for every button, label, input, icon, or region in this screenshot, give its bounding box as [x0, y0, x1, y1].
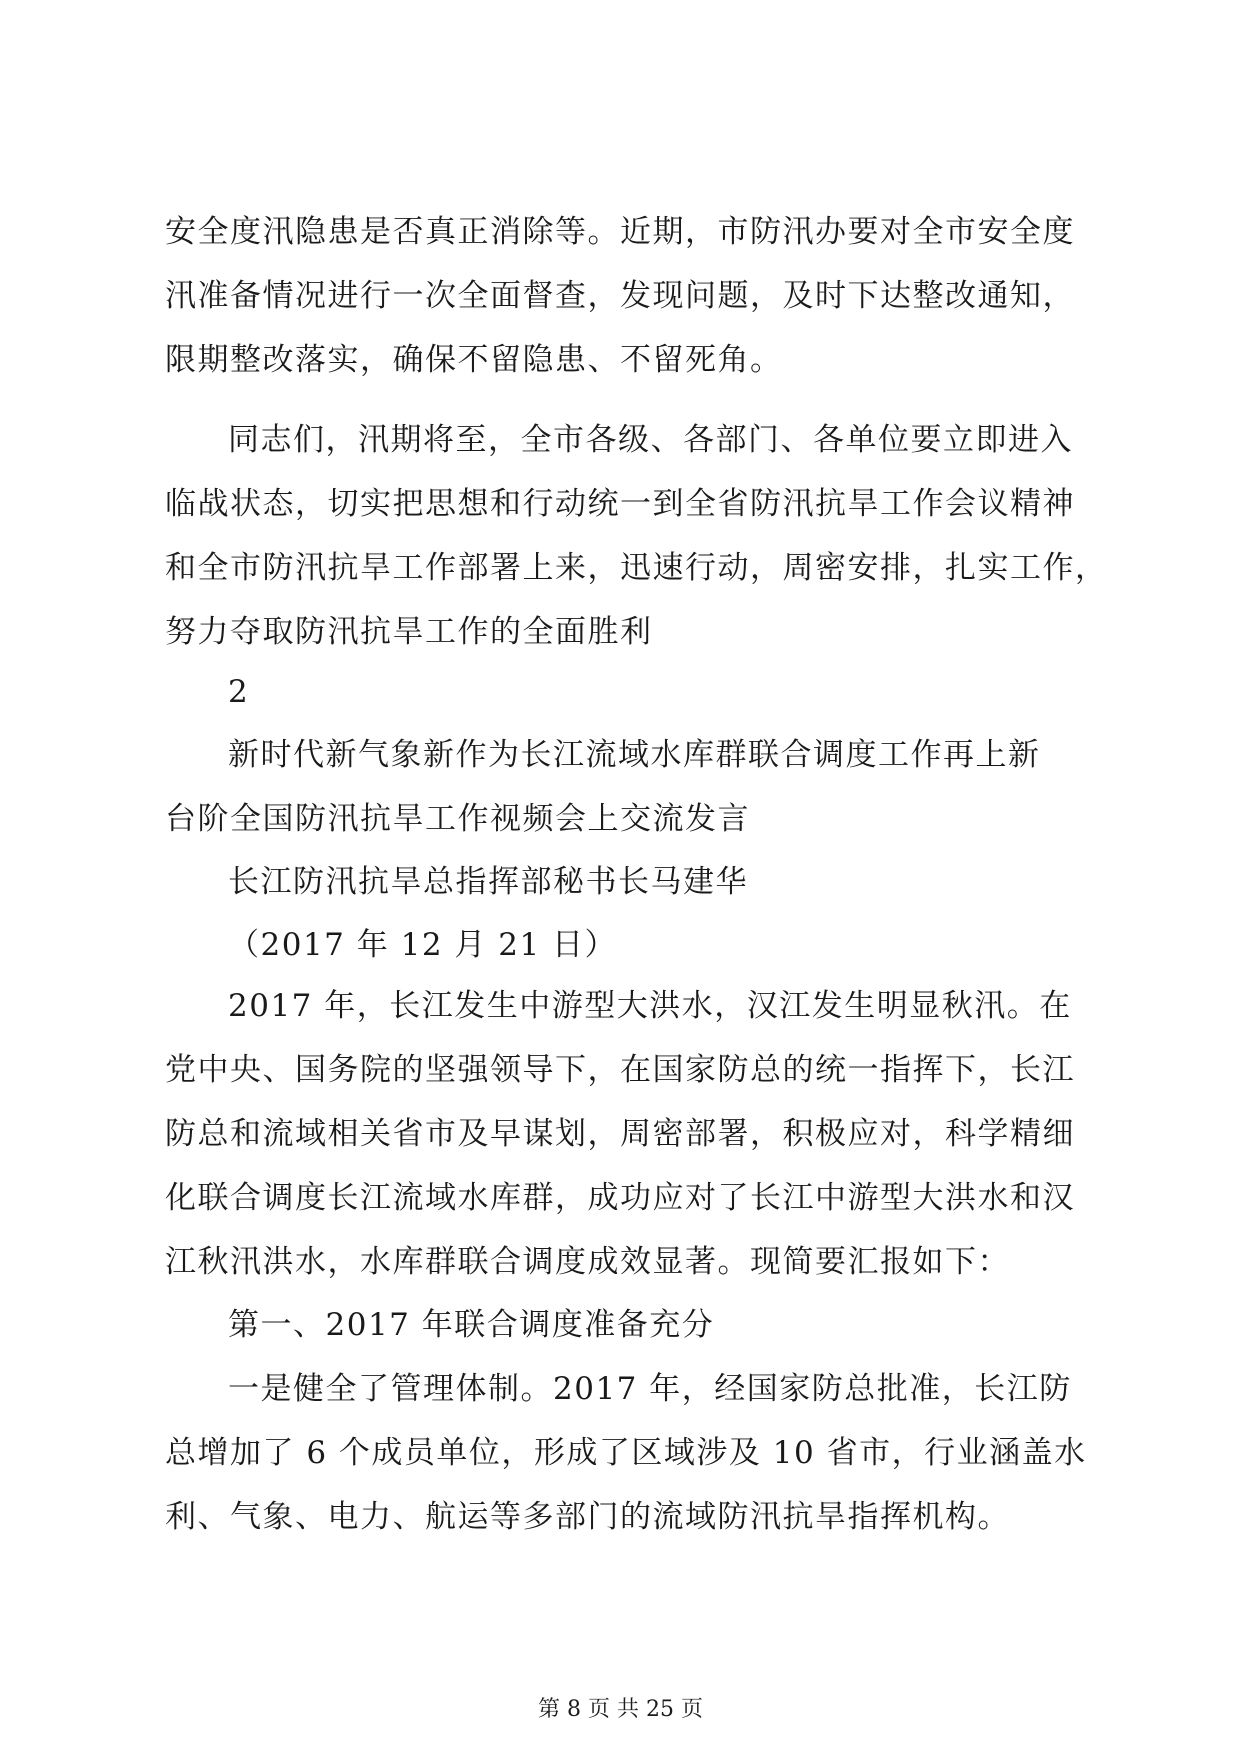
- text-line: 汛准备情况进行一次全面督查，发现问题，及时下达整改通知，: [165, 278, 1075, 314]
- text-line: 第一、2017 年联合调度准备充分: [228, 1307, 715, 1343]
- page-number-footer: 第 8 页 共 25 页: [538, 1697, 703, 1722]
- text-line: 防总和流域相关省市及早谋划，周密部署，积极应对，科学精细: [165, 1116, 1075, 1152]
- text-line: 利、气象、电力、航运等多部门的流域防汛抗旱指挥机构。: [165, 1499, 1010, 1535]
- text-line: 同志们，汛期将至，全市各级、各部门、各单位要立即进入: [228, 422, 1073, 458]
- text-line: 安全度汛隐患是否真正消除等。近期，市防汛办要对全市安全度: [165, 214, 1075, 250]
- text-line: 和全市防汛抗旱工作部署上来，迅速行动，周密安排，扎实工作，: [165, 550, 1108, 586]
- text-line: 党中央、国务院的坚强领导下，在国家防总的统一指挥下，长江: [165, 1052, 1075, 1088]
- text-line: 一是健全了管理体制。2017 年，经国家防总批准，长江防: [228, 1371, 1072, 1407]
- text-line: 限期整改落实，确保不留隐患、不留死角。: [165, 342, 783, 378]
- text-line: 2: [228, 674, 250, 710]
- text-line: 化联合调度长江流域水库群，成功应对了长江中游型大洪水和汉: [165, 1180, 1075, 1216]
- text-line: 总增加了 6 个成员单位，形成了区域涉及 10 省市，行业涵盖水: [165, 1435, 1087, 1471]
- text-line: 努力夺取防汛抗旱工作的全面胜利: [165, 614, 653, 650]
- text-line: 2017 年，长江发生中游型大洪水，汉江发生明显秋汛。在: [228, 988, 1072, 1024]
- text-line: 新时代新气象新作为长江流域水库群联合调度工作再上新: [228, 737, 1041, 773]
- text-line: 台阶全国防汛抗旱工作视频会上交流发言: [165, 801, 750, 837]
- text-line: 江秋汛洪水，水库群联合调度成效显著。现简要汇报如下：: [165, 1244, 1010, 1280]
- text-line: 长江防汛抗旱总指挥部秘书长马建华: [228, 864, 748, 900]
- text-line: （2017 年 12 月 21 日）: [228, 927, 618, 963]
- text-line: 临战状态，切实把思想和行动统一到全省防汛抗旱工作会议精神: [165, 486, 1075, 522]
